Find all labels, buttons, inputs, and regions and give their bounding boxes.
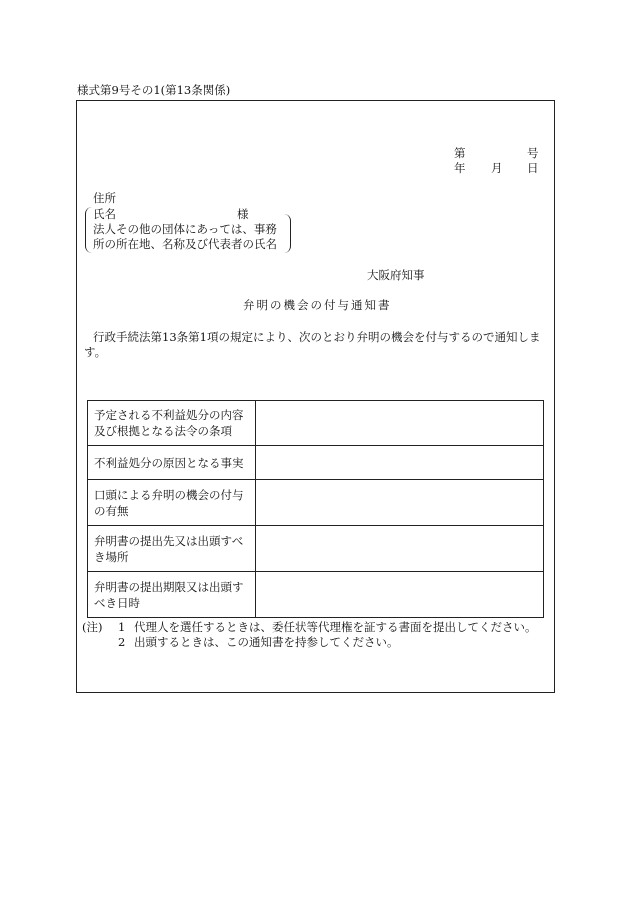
document-title: 弁明の機会の付与通知書 bbox=[243, 298, 392, 312]
table-row bbox=[88, 446, 544, 480]
note-1-number: 1 bbox=[118, 620, 126, 634]
name-label: 氏名 bbox=[93, 207, 116, 221]
note-2-text: 出頭するときは、この通知書を持参してください。 bbox=[134, 635, 399, 649]
date-month: 月 bbox=[491, 161, 503, 175]
corporate-note-line2: 所の所在地、名称及び代表者の氏名 bbox=[93, 237, 277, 251]
right-brace bbox=[283, 214, 291, 253]
corporate-note-line1: 法人その他の団体にあっては、事務 bbox=[93, 222, 277, 236]
form-id-label: 様式第9号その1(第13条関係) bbox=[77, 83, 231, 97]
row-label: 口頭による弁明の機会の付与 の有無 bbox=[88, 480, 256, 526]
table-row bbox=[88, 526, 544, 572]
row-value bbox=[256, 401, 544, 446]
left-brace bbox=[85, 207, 93, 253]
notes-label: (注) bbox=[82, 620, 103, 634]
row-label: 予定される不利益処分の内容 及び根拠となる法令の条項 bbox=[88, 401, 256, 446]
row-label: 不利益処分の原因となる事実 bbox=[88, 446, 256, 480]
notice-table bbox=[87, 400, 544, 618]
row-label: 弁明書の提出期限又は出頭す べき日時 bbox=[88, 572, 256, 618]
date-day: 日 bbox=[527, 161, 539, 175]
body-line-1: 行政手続法第13条第1項の規定により、次のとおり弁明の機会を付与するので通知しま bbox=[93, 330, 541, 344]
issuer: 大阪府知事 bbox=[367, 268, 425, 282]
honorific: 様 bbox=[237, 207, 249, 221]
table-row bbox=[88, 401, 544, 446]
date-year: 年 bbox=[454, 161, 466, 175]
row-label: 弁明書の提出先又は出頭すべ き場所 bbox=[88, 526, 256, 572]
table-row bbox=[88, 572, 544, 618]
body-line-2: す。 bbox=[84, 345, 107, 359]
table-row bbox=[88, 480, 544, 526]
note-1-text: 代理人を選任するときは、委任状等代理権を証する書面を提出してください。 bbox=[134, 620, 537, 634]
row-value bbox=[256, 480, 544, 526]
row-value bbox=[256, 572, 544, 618]
note-2-number: 2 bbox=[118, 635, 126, 649]
address-label: 住所 bbox=[93, 191, 116, 205]
number-prefix: 第 bbox=[454, 146, 466, 160]
number-suffix: 号 bbox=[527, 146, 539, 160]
row-value bbox=[256, 526, 544, 572]
row-value bbox=[256, 446, 544, 480]
